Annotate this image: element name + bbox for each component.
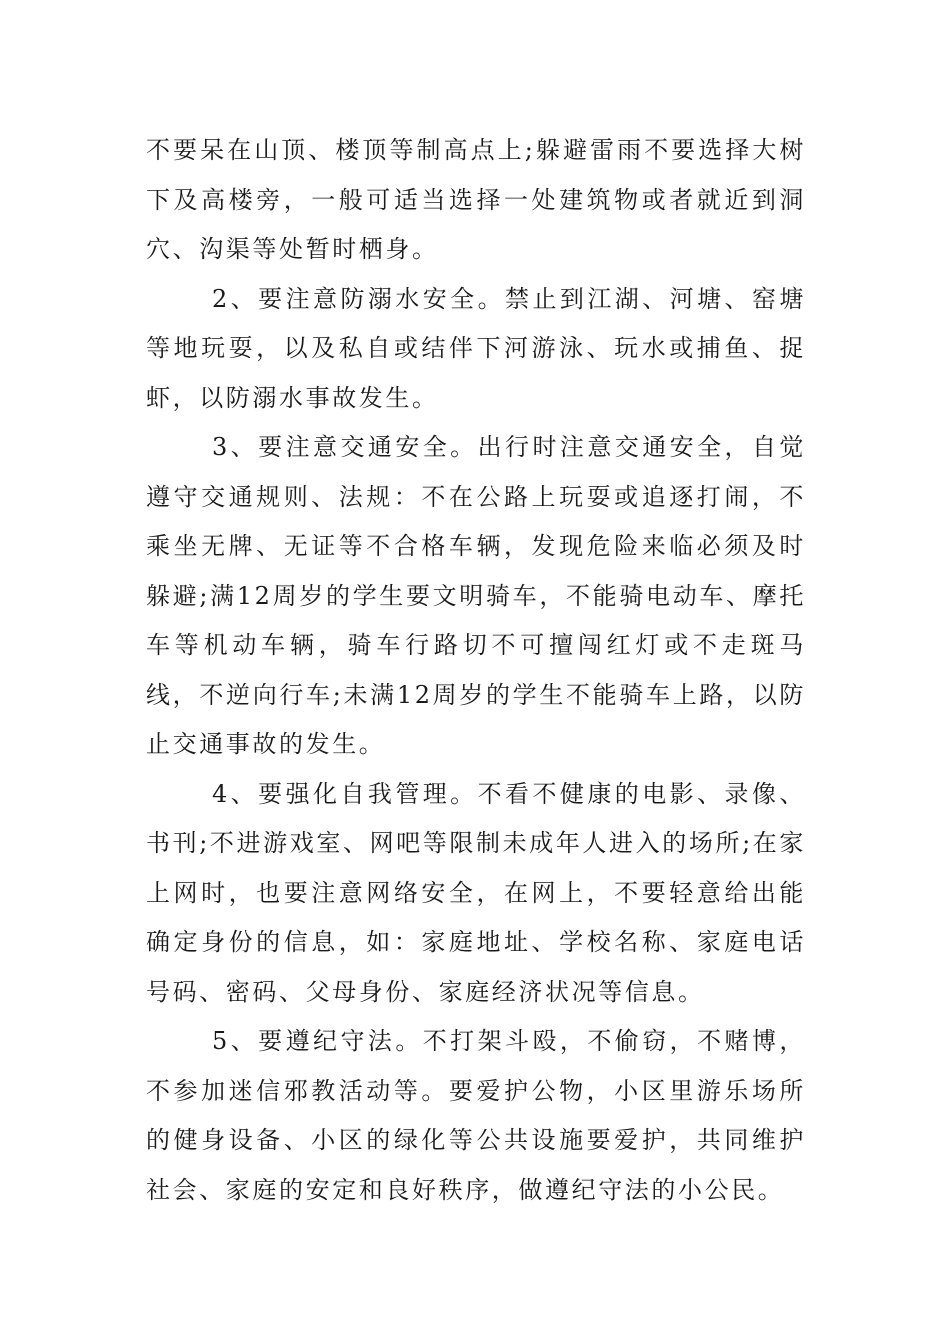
paragraph-continuation: 不要呆在山顶、楼顶等制高点上;躲避雷雨不要选择大树下及高楼旁，一般可适当选择一处建筑物或者就近到洞穴、沟渠等处暂时栖身。 — [146, 136, 806, 263]
paragraph-item-4: 4、要强化自我管理。不看不健康的电影、录像、书刊;不进游戏室、网吧等限制未成年人进入的场所;在家上网时，也要注意网络安全，在网上，不要轻意给出能确定身份的信息，如：家庭地址、学校名称、家庭电话号码、密码、父母身份、家庭经济状况等信息。 — [146, 779, 806, 1006]
document-body — [146, 126, 806, 1215]
paragraph-item-5: 5、要遵纪守法。不打架斗殴，不偷窃，不赌博，不参加迷信邪教活动等。要爱护公物，小区里游乐场所的健身设备、小区的绿化等公共设施要爱护，共同维护社会、家庭的安定和良好秩序，做遵纪守法的小公民。 — [146, 1027, 806, 1204]
paragraph-item-2: 2、要注意防溺水安全。禁止到江湖、河塘、窑塘等地玩耍，以及私自或结伴下河游泳、玩水或捕鱼、捉虾，以防溺水事故发生。 — [146, 284, 806, 412]
paragraph-item-3: 3、要注意交通安全。出行时注意交通安全，自觉遵守交通规则、法规：不在公路上玩耍或追逐打闹，不乘坐无牌、无证等不合格车辆，发现危险来临必须及时躲避;满12周岁的学生要文明骑车，不能骑电动车、摩托车等机动车辆，骑车行路切不可擅闯红灯或不走斑马线，不逆向行车;未满12周岁的学生不能骑车上路，以防止交通事故的发生。 — [146, 433, 806, 758]
